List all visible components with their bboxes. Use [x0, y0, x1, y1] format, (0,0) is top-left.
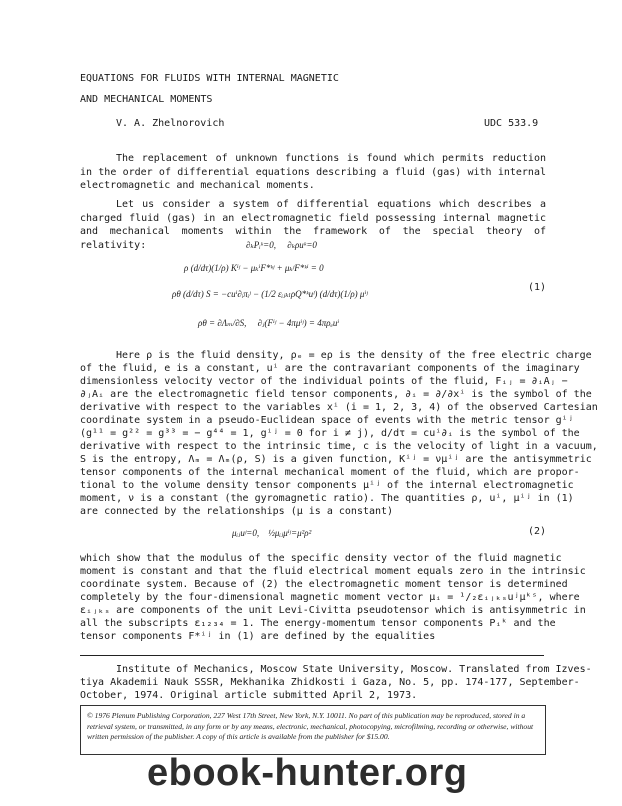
equation-2-body: μᵢⱼuʲ=0, ½μᵢⱼμⁱʲ=μ²ρ² [232, 528, 312, 538]
equation-1-row-1: ∂ₖPᵢᵏ=0, ∂ₖρuᵏ=0 [246, 240, 317, 250]
text-line: tensor components F*ⁱʲ in (1) are defined by the equalities [80, 631, 436, 642]
text-line: completely by the four-dimensional magnetic moment vector μᵢ = ¹/₂εᵢⱼₖₛuʲμᵏˢ, where [80, 592, 580, 603]
text-line: moment, ν is a constant (the gyromagnetic ratio). The quantities ρ, uⁱ, μⁱʲ in (1) [80, 493, 574, 504]
footnote-line: tiya Akademii Nauk SSSR, Mekhanika Zhidkosti i Gaza, No. 5, pp. 174-177, September- [80, 677, 580, 688]
text-line: coordinate system. Because of (2) the electromagnetic moment tensor is determined [80, 579, 568, 590]
article-title-line-1: EQUATIONS FOR FLUIDS WITH INTERNAL MAGNETIC [80, 73, 339, 84]
text-line: of the fluid, e is a constant, uⁱ are the contravariant components of the imaginary [80, 363, 580, 374]
intro-paragraph: Let us consider a system of differential equations which describes a charged fluid (gas) in an electromagnetic field possessing internal magnetic and mechanical moments within the framework of the special theory of relativity: [80, 199, 546, 251]
text-line: dimensionless velocity vector of the individual points of the fluid, Fᵢⱼ = ∂ᵢAⱼ − [80, 376, 568, 387]
equation-2-number: (2) [528, 526, 547, 537]
text-line: coordinate system in a pseudo-Euclidean space of events with the metric tensor gⁱʲ [80, 415, 574, 426]
footnote-line: Institute of Mechanics, Moscow State University, Moscow. Translated from Izves- [116, 664, 592, 675]
text-line: which show that the modulus of the specific density vector of the fluid magnetic [80, 553, 562, 564]
text-line: derivative with respect to the intrinsic time, c is the velocity of light in a vacuum, [80, 441, 598, 452]
udc-code: UDC 533.9 [484, 118, 539, 129]
footnote-line: October, 1974. Original article submitted April 2, 1973. [80, 690, 418, 701]
footnote-divider [80, 655, 544, 656]
author: V. A. Zhelnorovich [116, 118, 225, 129]
text-line: are connected by the relationships (μ is a constant) [80, 506, 394, 517]
text-line: Here ρ is the fluid density, ρₑ = eρ is the density of the free electric charge [116, 350, 592, 361]
equation-1-number: (1) [528, 282, 547, 293]
text-line: (g¹¹ = g²² = g³³ = − g⁴⁴ = 1, gⁱʲ = 0 for i ≠ j), d/dτ = cuⁱ∂ᵢ is the symbol of the [80, 428, 580, 439]
text-line: εᵢⱼₖₛ are components of the unit Levi-Civitta pseudotensor which is antisymmetric in [80, 605, 586, 616]
equation-1-row-3: ρθ (d/dτ) S = −cuⁱ∂ᵢπᵢʲ − (1/2 εᵢⱼₖₗρQ*ᵏuˡ) (d/dτ)(1/ρ) μⁱʲ [172, 289, 368, 299]
text-line: all the subscripts ε₁₂₃₄ = 1. The energy-momentum tensor components Pᵢᵏ and the [80, 618, 556, 629]
text-line: S is the entropy, Λₘ = Λₘ(ρ, S) is a given function, Kⁱʲ = νμⁱʲ are the antisymmetric [80, 454, 592, 465]
equation-1-row-4: ρθ = ∂Λₘ/∂S, ∂ⱼ(Fⁱʲ − 4πμⁱʲ) = 4πρₑuⁱ [198, 318, 340, 328]
watermark-text: ebook-hunter.org [147, 752, 468, 794]
abstract-paragraph: The replacement of unknown functions is found which permits reduction in the order of differential equations describing a fluid (gas) with internal electromagnetic and mechanical moments. [80, 153, 546, 191]
article-title-line-2: AND MECHANICAL MOMENTS [80, 94, 213, 105]
text-line: ∂ⱼAᵢ are the electromagnetic field tensor components, ∂ᵢ = ∂/∂xⁱ is the symbol of the [80, 389, 592, 400]
equation-1-row-2: ρ (d/dτ)(1/ρ) Kⁱʲ − μₖⁱF*ᵏʲ + μₖʲF*ᵏⁱ = 0 [184, 263, 324, 273]
copyright-notice: © 1976 Plenum Publishing Corporation, 227 West 17th Street, New York, N.Y. 10011. No part of this publication may be reproduced, stored in a retrieval system, or transmitted, in any form or by any means, electronic, mechanical, photocopying, microfilming, recording or otherwise, without written permission of the publisher. A copy of this article is available from the publisher for $15.00. [80, 705, 546, 755]
text-line: tensor components of the internal mechanical moment of the fluid, which are propor- [80, 467, 580, 478]
text-line: derivative with respect to the variables xⁱ (i = 1, 2, 3, 4) of the observed Cartesian [80, 402, 598, 413]
text-line: moment is constant and that the fluid electrical moment equals zero in the intrinsic [80, 566, 586, 577]
text-line: tional to the volume density tensor components μⁱʲ of the internal electromagnetic [80, 480, 574, 491]
